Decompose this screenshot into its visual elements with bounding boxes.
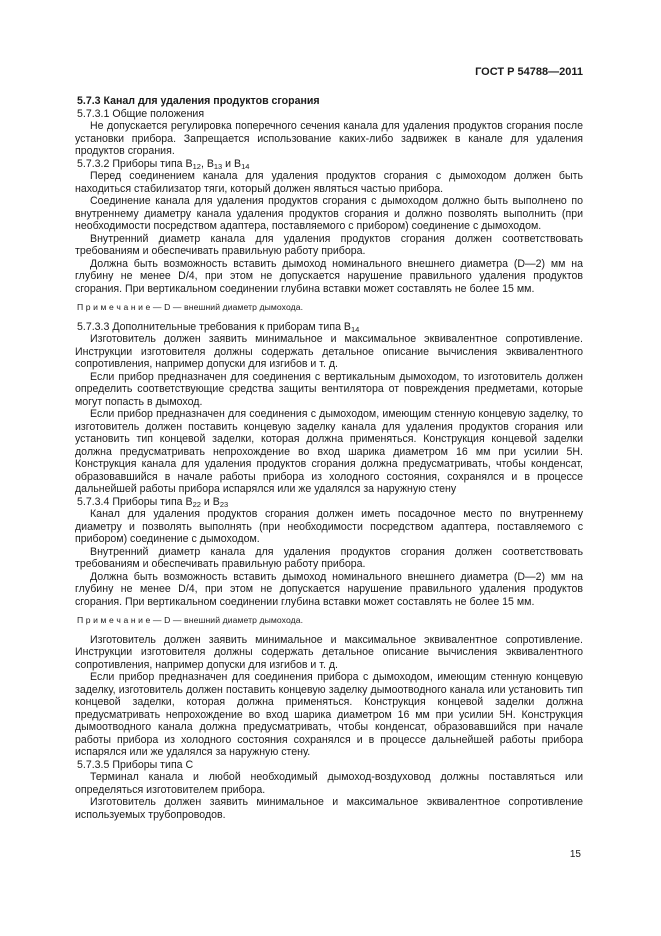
subscript: 13 bbox=[213, 161, 223, 171]
body-paragraph: Внутренний диаметр канала для удаления продуктов сгорания должен соответствовать требованиям и обеспечивать правильную работу прибора. bbox=[75, 232, 583, 257]
body-paragraph: Соединение канала для удаления продуктов сгорания с дымоходом должно быть выполнено по внутреннему диаметру канала удаления продуктов сгорания и должно позволять выполнить (при необходимости посредством адаптера, поставляемого с прибором) соединение с дымоходом. bbox=[75, 195, 583, 232]
section-heading: 5.7.3 Канал для удаления продуктов сгорания bbox=[77, 95, 320, 107]
heading-text: 5.7.3.2 Приборы типа B bbox=[77, 157, 193, 170]
heading-text: и B bbox=[200, 495, 220, 508]
heading-text: , B bbox=[200, 157, 214, 170]
body-paragraph: Если прибор предназначен для соединения с дымоходом, имеющим стенную концевую заделку, то изготовитель должен поставить концевую заделку канала для удаления продуктов сгорания или установить тип концевой заделки, которая должна применяться. Конструкция концевой заделки должна предусматривать непрохождение во вход шарика диаметром 16 мм при усилии 5Н. Конструкция канала для удаления продуктов сгорания должна предусматривать, чтобы конденсат, образовавшийся в начале работы прибора из холодного состояния, сохранялся и в процессе дальнейшей работы прибора испарялся или же удалялся за наружную стену bbox=[75, 408, 583, 495]
subscript: 14 bbox=[350, 324, 360, 334]
heading-text: 5.7.3.4 Приборы типа B bbox=[77, 495, 193, 508]
subsection-heading: 5.7.3.5 Приборы типа C bbox=[77, 758, 194, 771]
body-paragraph: Канал для удаления продуктов сгорания должен иметь посадочное место по внутреннему диаметру и позволять выполнять (при необходимости посредством адаптера, поставляемого с прибором) соединение с дымоходом. bbox=[75, 508, 583, 545]
body-paragraph: Перед соединением канала для удаления продуктов сгорания с дымоходом должен быть находиться стабилизатор тяги, который должен являться частью прибора. bbox=[75, 170, 583, 195]
body-paragraph: Должна быть возможность вставить дымоход номинального внешнего диаметра (D—2) мм на глубину не менее D/4, при этом не допускается нарушение правильного удаления продуктов сгорания. При вертикальном соединении глубина вставки может составлять не более 15 мм. bbox=[75, 257, 583, 295]
body-paragraph: Терминал канала и любой необходимый дымоход-воздуховод должны поставляться или определяться изготовителем прибора. bbox=[75, 771, 583, 796]
body-paragraph: Не допускается регулировка поперечного сечения канала для удаления продуктов сгорания после установки прибора. Запрещается использование каких-либо задвижек в канале для удаления продуктов сгорания. bbox=[75, 120, 583, 157]
heading-text: 5.7.3.3 Дополнительные требования к приборам типа B bbox=[77, 320, 351, 333]
subscript: 14 bbox=[241, 161, 250, 171]
body-paragraph: Изготовитель должен заявить минимальное и максимальное эквивалентное сопротивление используемых трубопроводов. bbox=[75, 796, 583, 821]
document-body bbox=[75, 95, 583, 821]
note-paragraph: П р и м е ч а н и е — D — внешний диаметр дымохода. bbox=[77, 302, 304, 312]
subscript: 23 bbox=[219, 499, 229, 509]
subsection-heading bbox=[75, 321, 583, 334]
body-paragraph: Должна быть возможность вставить дымоход номинального внешнего диаметра (D—2) мм на глубину не менее D/4, при этом не допускается нарушение правильного удаления продуктов сгорания. При вертикальном соединении глубина вставки может составлять не более 15 мм. bbox=[75, 570, 583, 608]
heading-text: и B bbox=[222, 157, 242, 170]
body-paragraph: Изготовитель должен заявить минимальное и максимальное эквивалентное сопротивление. Инструкции изготовителя должны содержать детальное описание вычисления эквивалентного сопротивления, например допуски для изгибов и т. д. bbox=[75, 633, 583, 671]
subscript: 12 bbox=[192, 161, 201, 171]
body-paragraph: Если прибор предназначен для соединения прибора с дымоходом, имеющим стенную концевую заделку, изготовитель должен поставить концевую заделку дымоотводного канала или установить тип концевой заделки, которая должна применяться. Конструкция концевой заделки должна предусматривать непрохождение во вход шарика диаметром 16 мм при усилии 5Н. Конструкция дымоотводного канала должна предусматривать, чтобы конденсат, образовавшийся при начале работы прибора из холодного состояния сохранялся и в процессе дальнейшей работы прибора испарялся или же удалялся за наружную стену. bbox=[75, 671, 583, 758]
note-paragraph: П р и м е ч а н и е — D — внешний диаметр дымохода. bbox=[77, 615, 304, 625]
document-header: ГОСТ Р 54788—2011 bbox=[475, 66, 583, 78]
subscript: 22 bbox=[192, 499, 201, 509]
body-paragraph: Внутренний диаметр канала для удаления продуктов сгорания должен соответствовать требованиям и обеспечивать правильную работу прибора. bbox=[75, 545, 583, 570]
subsection-heading bbox=[75, 496, 583, 509]
page-number: 15 bbox=[569, 849, 581, 860]
subsection-heading: 5.7.3.1 Общие положения bbox=[77, 107, 205, 120]
body-paragraph: Если прибор предназначен для соединения с вертикальным дымоходом, то изготовитель должен определить соответствующие средства защиты вентилятора от повреждения предметами, которые могут попасть в дымоход. bbox=[75, 370, 583, 408]
body-paragraph: Изготовитель должен заявить минимальное и максимальное эквивалентное сопротивление. Инструкции изготовителя должны содержать детальное описание вычисления эквивалентного сопротивления, например допуски для изгибов и т. д. bbox=[75, 333, 583, 370]
subsection-heading bbox=[75, 158, 583, 171]
